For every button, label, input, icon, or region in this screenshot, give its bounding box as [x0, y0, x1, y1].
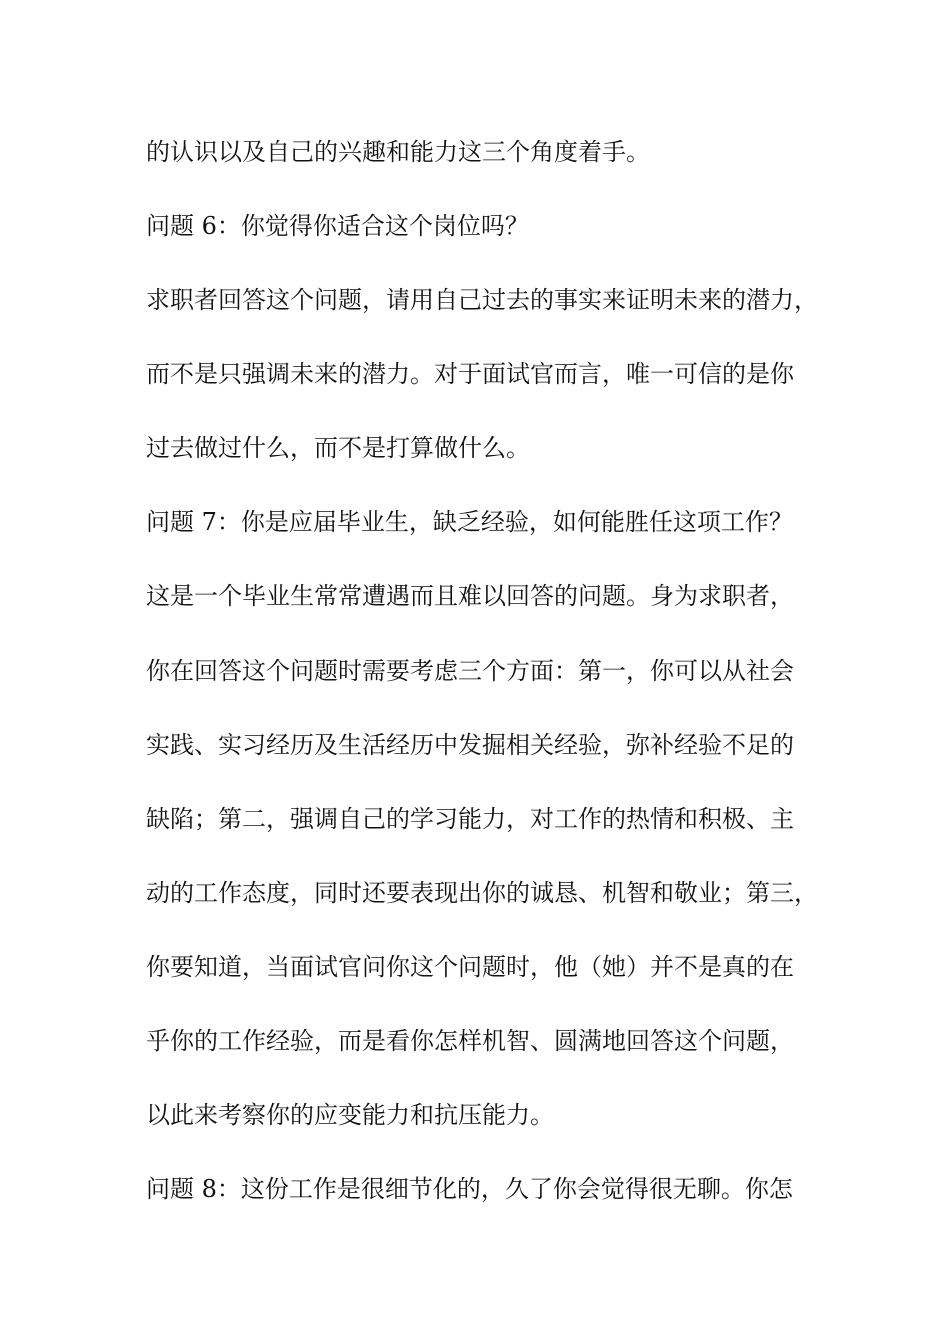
text-line: 实践、实习经历及生活经历中发掘相关经验，弥补经验不足的	[146, 731, 794, 759]
text-line: 求职者回答这个问题，请用自己过去的事实来证明未来的潜力，	[146, 286, 818, 314]
text-line: 以此来考察你的应变能力和抗压能力。	[146, 1101, 554, 1129]
text-line: 你要知道，当面试官问你这个问题时，他（她）并不是真的在	[146, 953, 794, 981]
text-line: 缺陷；第二，强调自己的学习能力，对工作的热情和积极、主	[146, 805, 794, 833]
text-line: 而不是只强调未来的潜力。对于面试官而言，唯一可信的是你	[146, 360, 794, 388]
text-line: 动的工作态度，同时还要表现出你的诚恳、机智和敬业；第三，	[146, 879, 818, 907]
question-heading: 问题 7：你是应届毕业生，缺乏经验，如何能胜任这项工作？	[146, 508, 793, 536]
text-line: 这是一个毕业生常常遭遇而且难以回答的问题。身为求职者，	[146, 582, 794, 610]
text-line: 过去做过什么，而不是打算做什么。	[146, 434, 530, 462]
question-heading: 问题 6：你觉得你适合这个岗位吗？	[146, 212, 529, 240]
text-line: 乎你的工作经验，而是看你怎样机智、圆满地回答这个问题，	[146, 1027, 794, 1055]
text-line: 你在回答这个问题时需要考虑三个方面：第一，你可以从社会	[146, 657, 794, 685]
question-heading: 问题 8：这份工作是很细节化的，久了你会觉得很无聊。你怎	[146, 1175, 793, 1203]
text-line: 的认识以及自己的兴趣和能力这三个角度着手。	[146, 138, 650, 166]
